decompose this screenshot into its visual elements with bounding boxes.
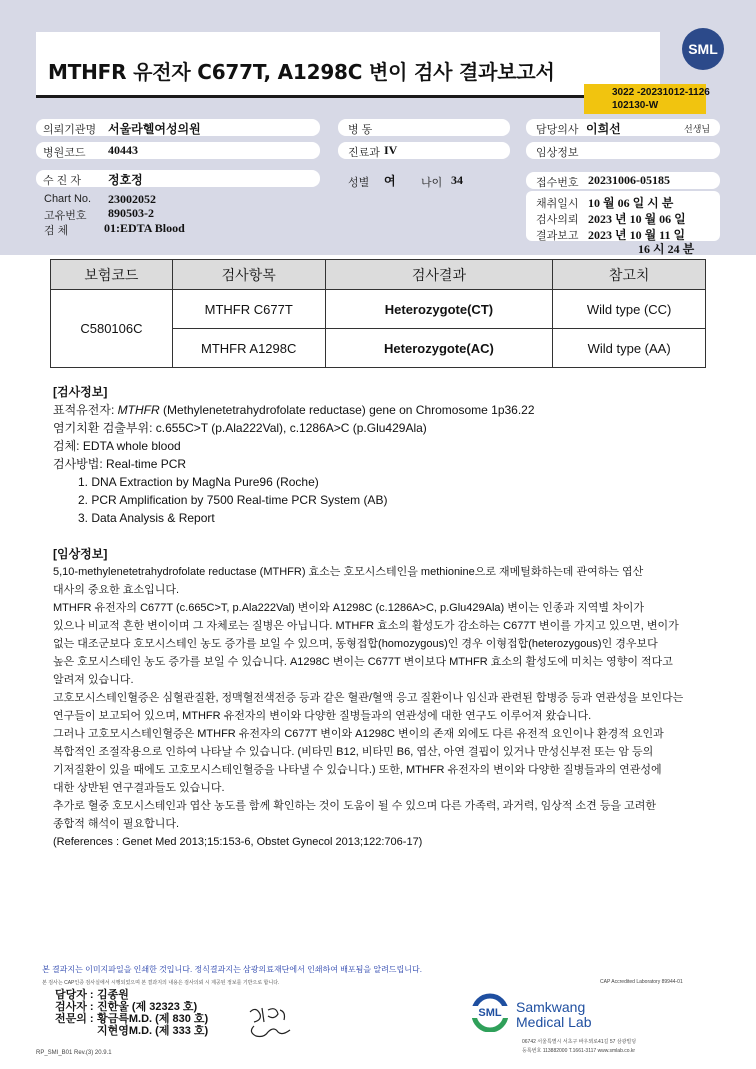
col-reference: 참고치 [553,260,706,290]
clinical-line: 기저질환이 있을 때에도 고호모시스테인혈증을 나타낼 수 있습니다.) 또한, MTHFR 유전자의 변이와 다양한 질병들과의 연관성에 [53,764,662,776]
clinical-info-heading: [임상정보] [53,547,108,561]
collected-label: 채취일시 [536,198,579,210]
test-info-heading: [검사정보] [53,385,108,399]
report-code-2: 102130-W [612,100,659,111]
col-test-item: 검사항목 [172,260,325,290]
chart-no-label: Chart No. [44,193,92,205]
clinical-line: 추가로 혈중 호모시스테인과 엽산 농도를 함께 확인하는 것이 도움이 될 수 있으며 다른 가족력, 과거력, 임상적 소견 등을 고려한 [53,800,657,812]
target-gene: MTHFR [117,403,160,417]
unique-no-label: 고유번호 [44,210,87,222]
clinical-line: 연구들이 보고되어 있으며, MTHFR 유전자의 변이와 다양한 질병들과의 연관성에 대한 연구도 이루어져 왔습니다. [53,710,592,722]
clinical-line: 대한 상반된 연구결과들도 있습니다. [53,782,225,794]
clinical-line: 복합적인 조절작용으로 인하여 나타날 수 있습니다. (비타민 B12, 비타민 B6, 엽산, 아연 결핍이 있거나 만성신부전 또는 암 등의 [53,746,654,758]
clinical-line: 없는 대조군보다 호모시스테인 농도 증가를 보일 수 있으며, 동형접합(homozygous)인 경우 이형접합(heterozygous)인 경우보다 [53,638,658,650]
reported-time: 16 시 24 분 [638,242,695,256]
samkwang-logo-icon [468,992,512,1032]
clinical-line: 높은 호모시스테인 농도 증가를 보일 수 있습니다. A1298C 변이는 C677T 변이보다 MTHFR 효소의 활성도에 미치는 영향이 적다고 [53,656,673,668]
method-step: 1. DNA Extraction by MagNa Pure96 (Roche) [78,475,319,489]
clinical-line: 그러나 고호모시스테인혈증은 MTHFR 유전자의 C677T 변이와 A1298C 변이의 존재 외에도 다른 유전적 요인이나 환경적 요인과 [53,728,664,740]
target-gene-line [53,401,535,419]
lab-name-line2: Medical Lab [516,1014,592,1030]
reported-label: 결과보고 [536,230,579,242]
image-notice: 본 결과지는 이미지파일을 인쇄한 것입니다. 정식결과지는 삼광의료재단에서 인쇄하여 배포됨을 알려드립니다. [42,965,422,974]
method-line: 검사방법: Real-time PCR [53,457,187,471]
signer-role: 전문의 : [55,1013,94,1025]
test-item-cell: MTHFR A1298C [172,329,325,368]
svg-text:SML: SML [478,1007,502,1019]
signer-row [55,989,208,1001]
clinical-line: MTHFR 유전자의 C677T (c.665C>T, p.Ala222Val) 변이와 A1298C (c.1286A>C, p.Glu429Ala) 변이는 인종과 지역별 차이가 [53,602,644,614]
doctor-suffix: 선생님 [684,124,711,134]
table-row [51,290,706,329]
col-insurance-code: 보험코드 [51,260,173,290]
signer-row [55,1025,208,1037]
form-number: RP_SMI_B01 Rev.(3) 20.9.1 [36,1050,112,1056]
results-table [50,259,706,368]
requested-value: 2023 년 10 월 06 일 [588,212,686,226]
lab-contact: 등록번호 113882000 T.1661-3117 www.smlab.co.kr [522,1048,636,1054]
reported-value: 2023 년 10 월 11 일 [588,228,686,242]
collected-value: 10 월 06 일 시 분 [588,196,674,210]
chart-no-value: 23002052 [108,192,156,206]
ward-label: 병 동 [348,124,373,136]
signer-name: 지현영M.D. (제 333 호) [97,1025,209,1037]
test-info-section [53,383,535,527]
col-test-result: 검사결과 [325,260,553,290]
doctor-label: 담당의사 [536,124,579,136]
insurance-code-cell: C580106C [51,290,173,368]
age-value: 34 [451,173,463,187]
clinical-line: 종합적 해석이 필요합니다. [53,818,180,830]
signers-block [55,989,208,1037]
doctor-value: 이희선 [586,122,621,136]
unique-no-value: 890503-2 [108,206,154,220]
target-prefix: 표적유전자: [53,403,118,417]
institution-label: 의뢰기관명 [43,124,97,136]
signer-name: 김종원 [97,989,129,1001]
references-line: (References : Genet Med 2013;15:153-6, Obstet Gynecol 2013;122:706-17) [53,836,423,848]
specimen-value: 01:EDTA Blood [104,221,185,235]
lab-name-line1: Samkwang [516,999,586,1015]
clinical-line: 대사의 중요한 효소입니다. [53,584,180,596]
clinical-line: 알려져 있습니다. [53,674,134,686]
dept-label: 진료과 [348,147,380,159]
title-box [36,32,660,98]
specimen-label: 검 체 [44,225,69,237]
sex-value: 여 [384,174,396,188]
target-rest: (Methylenetetrahydrofolate reductase) gene on Chromosome 1p36.22 [159,403,535,417]
reference-cell: Wild type (AA) [553,329,706,368]
signer-name: 진한울 (제 32323 호) [97,1001,198,1013]
hospital-code-label: 병원코드 [43,147,86,159]
receipt-label: 접수번호 [536,177,579,189]
signer-role [55,1025,97,1037]
clinical-line: 5,10-methylenetetrahydrofolate reductase (MTHFR) 효소는 호모시스테인을 methionine으로 재메틸화하는데 관여하는 엽산 [53,566,644,578]
mutation-line: 염기치환 검출부위: c.655C>T (p.Ala222Val), c.1286A>C (p.Glu429Ala) [53,421,427,435]
clinical-info-section [53,545,683,851]
test-result-cell: Heterozygote(CT) [325,290,553,329]
patient-name-value: 정호정 [108,173,143,187]
method-step: 3. Data Analysis & Report [78,511,215,525]
clinical-label: 임상정보 [536,147,579,159]
lab-address: 06742 서울특별시 서초구 바우뫼로41길 57 삼광빌딩 [522,1039,637,1045]
patient-name-label: 수 진 자 [43,175,81,187]
age-label: 나이 [421,177,443,189]
report-code-badge [584,84,710,114]
dept-value: IV [384,143,398,157]
test-item-cell: MTHFR C677T [172,290,325,329]
test-result-cell: Heterozygote(AC) [325,329,553,368]
lab-name [516,1000,592,1030]
signer-name: 황금륵M.D. (제 830 호) [97,1013,209,1025]
fine-print: 본 검사는 CAP인증 검사실에서 시행되었으며 본 결과지의 내용은 검사의뢰 시 제공된 정보를 기반으로 합니다. [42,980,280,986]
hospital-code-value: 40443 [108,143,138,157]
clinical-line: 있으나 비교적 흔한 변이이며 그 자체로는 질병은 아닙니다. MTHFR 효소의 활성도가 감소하는 C677T 변이를 가지고 있으면, 변이가 [53,620,679,632]
cap-accreditation: CAP Accredited Laboratory 89944-01 [600,979,683,985]
report-code-1: 3022 -20231012-1126 [612,87,710,98]
results-header-row [51,260,706,290]
report-title: MTHFR 유전자 C677T, A1298C 변이 검사 결과보고서 [48,60,555,84]
method-step: 2. PCR Amplification by 7500 Real-time PCR System (AB) [78,493,388,507]
reference-cell: Wild type (CC) [553,290,706,329]
signer-role: 담당자 : [55,989,94,1001]
requested-label: 검사의뢰 [536,214,579,226]
institution-value: 서울라헬여성의원 [108,122,201,136]
receipt-value: 20231006-05185 [588,173,670,187]
clinical-line: 고호모시스테인혈증은 심혈관질환, 정맥혈전색전증 등과 같은 혈관/혈액 응고 질환이나 임신과 관련된 합병증 등과 연관성을 보인다는 [53,692,684,704]
signer-role: 검사자 : [55,1001,94,1013]
sml-logo-icon: SML [682,28,724,70]
sex-label: 성별 [348,177,370,189]
signer-row [55,1013,208,1025]
specimen-line: 검체: EDTA whole blood [53,439,181,453]
signature-image [244,1002,300,1040]
signer-row [55,1001,208,1013]
